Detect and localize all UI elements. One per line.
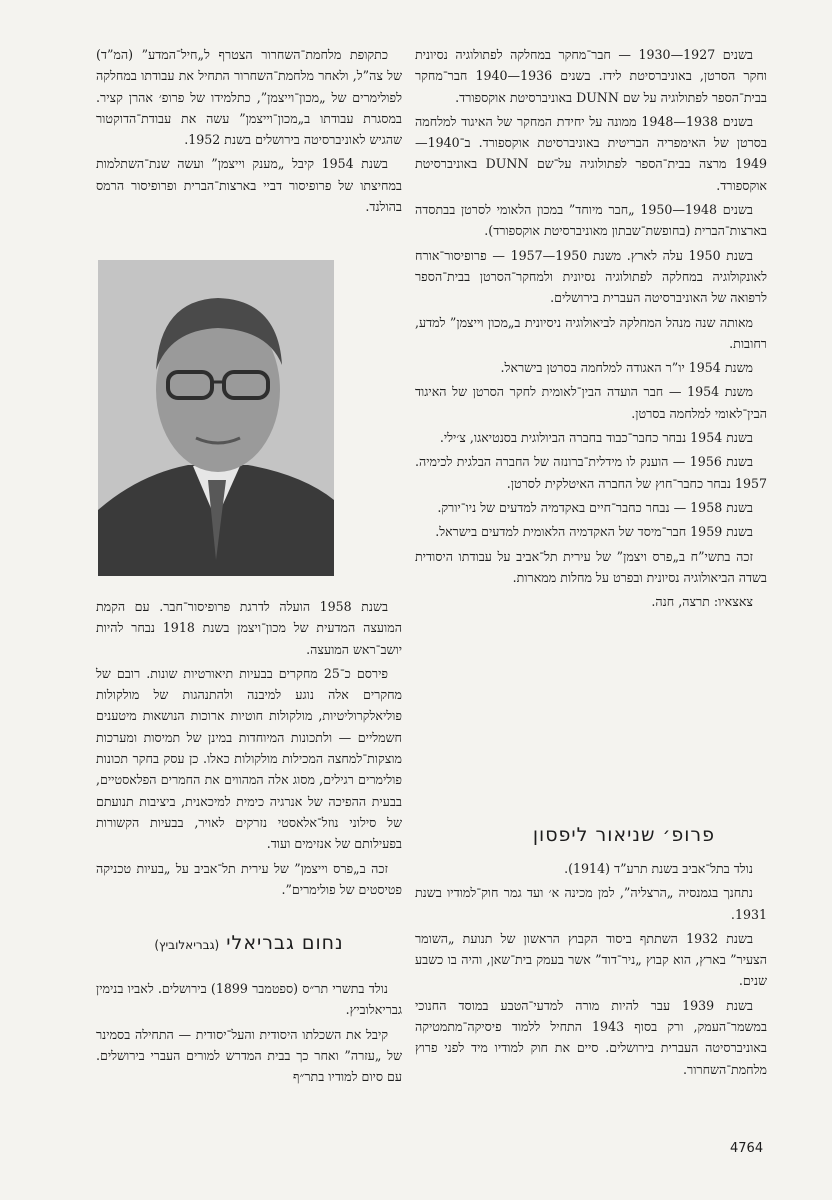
page-number: 4764 — [730, 1141, 764, 1156]
paragraph: בשנת 1954 נבחר כחבר־כבוד בחברה הביולוגית בסנטיאגו, צ׳ילי. — [439, 430, 753, 446]
paragraph: נתחנך בגמנסיה „הרצליה”, למן מכינה א׳ ועד גמר חוק־למודיו בשנת 1931. — [415, 885, 767, 922]
heading-parenthetical: (גבריאלוביץ) — [154, 938, 220, 952]
heading-name: נחום גבריאלי — [226, 932, 344, 954]
lipson-biography — [415, 858, 767, 1083]
paragraph: בשנת 1959 חבר־מיסד של האקדמיה הלאומית למדעים בישראל. — [435, 524, 753, 540]
paragraph: בשנים 1948—1950 „חבר מיוחד” במכון הלאומי לסרטן בבתסדה בארצות־הברית (בחופשת־שבתון מאוניברסיטת אוקספורד). — [415, 202, 767, 239]
paragraph: בשנת 1954 קיבל „מענק וייצמן” ועשה שנת־השתלמות במחיצתו של פרופיסור דביי בארצות־הברית ופרופיסור הרמס בהולנד. — [96, 156, 402, 215]
paragraph: בשנת 1939 עבר להיות מורה למדעי־הטבע במוסד החנוכי במשמר־העמק, ורק בסוף 1943 התחיל ללמוד פיסיקה־מתמטיקה באוניברסיטה העברית בירושלים. סיים את חוק למודיו מיד לפני פרוץ מלחמת־השחרור. — [415, 997, 768, 1077]
portrait-photo — [98, 260, 334, 576]
section-heading-gavrieli — [96, 932, 402, 954]
paragraph: משנת 1954 — חבר הועדה הבין־לאומית לחקר הסרטן של האיגוד הבין־לאומי למלחמה בסרטן. — [415, 384, 767, 421]
paragraph: משנת 1954 יו”ר האגודה למלחמה בסרטן בישראל. — [500, 360, 753, 376]
column-right — [415, 44, 767, 615]
column-left-top — [96, 44, 402, 220]
paragraph: נולד בתל־אביב בשנת תרע”ד (1914). — [564, 861, 753, 876]
descendants-line: צאצאיו: תרצה, חנה. — [651, 594, 753, 610]
paragraph: נולד בתשרי תר״ס (ספטמבר 1899) בירושלים. לאביו בנימין גבריאלוביץ. — [96, 981, 402, 1018]
paragraph: בשנים 1938—1948 ממונה על יחידת המחקר של האיגוד למלחמה בסרטן של האימפריה הבריטית באוניברסיטת אוקספורד. ב־1940—1949 מרצה בבית־הספר לפתולוגיה על־שם DUNN באוניברסיטת אוקספורד. — [415, 113, 767, 193]
paragraph: בשנת 1958 — נבחר כחבר־חיים באקדמיה למדעים של ניו־יורק. — [437, 499, 753, 515]
paragraph: קיבל את השכלתו היסודית והעל־יסודית — התחילה בסמינר של „עזרה” ואחר כך בבית המדרש למורים העברי בירושלים. עם סיום למודיו בתר״ף — [96, 1026, 402, 1085]
paragraph: כתקופת מלחמת־השחרור הצטרף ל„חיל־המדע” (המ”ד) של צה”ל, ולאחר מלחמת־השחרור התחיל את עבודתו במחלקה לפולימרים של „מכון־וייצמן”, כתלמידו של פרופ׳ אהרן קציר. במסגרת עבודתו ב„מכון־וייצמן” עשה את עבודת־הדוקטור שהגיש לאוניברסיטה בירושלים בשנת 1952. — [96, 47, 402, 148]
paragraph: זכה בתשי”ח ב„פרס ויצמן” של עירית תל־אביב על עבודתו היסודית בשדה הביאולוגיה נסיונית ובפרט על מחלות ממארות. — [415, 548, 767, 585]
paragraph: זכה ב„פרס וייצמן” של עירית תל־אביב על „בעיות טכניקה פטיסטים של פולימרים”. — [96, 860, 402, 897]
paragraph: בשנים 1927—1930 — חבר־מחקר במחלקה לפתולוגיה נסיונית וחקר הסרטן, באוניברסיטת לידז. בשנים 1936—1940 חבר־מחקר בבית־הספר לפתולוגיה על שם DUNN באוניברסיטת אוקספורד. — [415, 47, 767, 105]
gavrieli-biography — [96, 978, 402, 1090]
paragraph: מאותה שנה מנהל המחלקה לביאולוגיה ניסיונית ב„מכון וייצמן” למדע, רחובות. — [415, 314, 767, 351]
paragraph: בשנת 1958 הועלה לדרגת פרופיסור־חבר. עם הקמת המועצה המדעית של מכון־ויצמן בשנת 1918 נבחר להיות יושב־ראש המועצה. — [96, 599, 402, 657]
column-left-bottom — [96, 596, 402, 903]
paragraph: פירסם כ־25 מחקרים בבעיות תיאורטיות שונות. רובם של מחקרים אלה נוגע למיבנה ולהתנהגות של מולקולות פוליאלקרוליטיות, מולקולות חוטיות ארוכות הנושאות מיטענים חשמליים — ולתכונות המיוחדות במינן של תמיסות ומערכות מוצקות־למחצה המכילות מולקולות כאלו. כן עסק בחקר תכונות פולימרים רגילים, מסוג אלה המהווים את החמרים הפלאסטיים, בבעית ההפיכה של אנרגיה כימית למיכאנית, ביציבות תנועתם של סילוני נוזל־אלאסטי נזרקים לאויר, בבעיות הקשורות בפעילותם של אנזימים ועוד. — [96, 665, 402, 852]
paragraph: בשנת 1950 עלה לארץ. משנת 1950—1957 — פרופיסור־אורח לאונקולוגיה במחלקה לפתולוגיה נסיונית ולמחקר־הסרטן בבית־הספר לרפואה של האוניברסיטה העברית בירושלים. — [415, 247, 767, 306]
paragraph: בשנת 1956 — הוענק לו מידלית־ברונזה של החברה הבלגית לכימיה. 1957 נבחר כחבר־חוץ של החברה האיטלקית לסרטן. — [415, 454, 767, 491]
section-heading-lipson: פרופ׳ שניאור ליפסון — [532, 824, 715, 846]
paragraph: בשנת 1932 השתתף ביסוד הקבוץ הראשון של תנועת „השומר הצעיר” בארץ, הוא קבוץ „ניר־דוד” אשר בעמק בית־שאן, והיה בו כשבע שנים. — [415, 930, 767, 989]
